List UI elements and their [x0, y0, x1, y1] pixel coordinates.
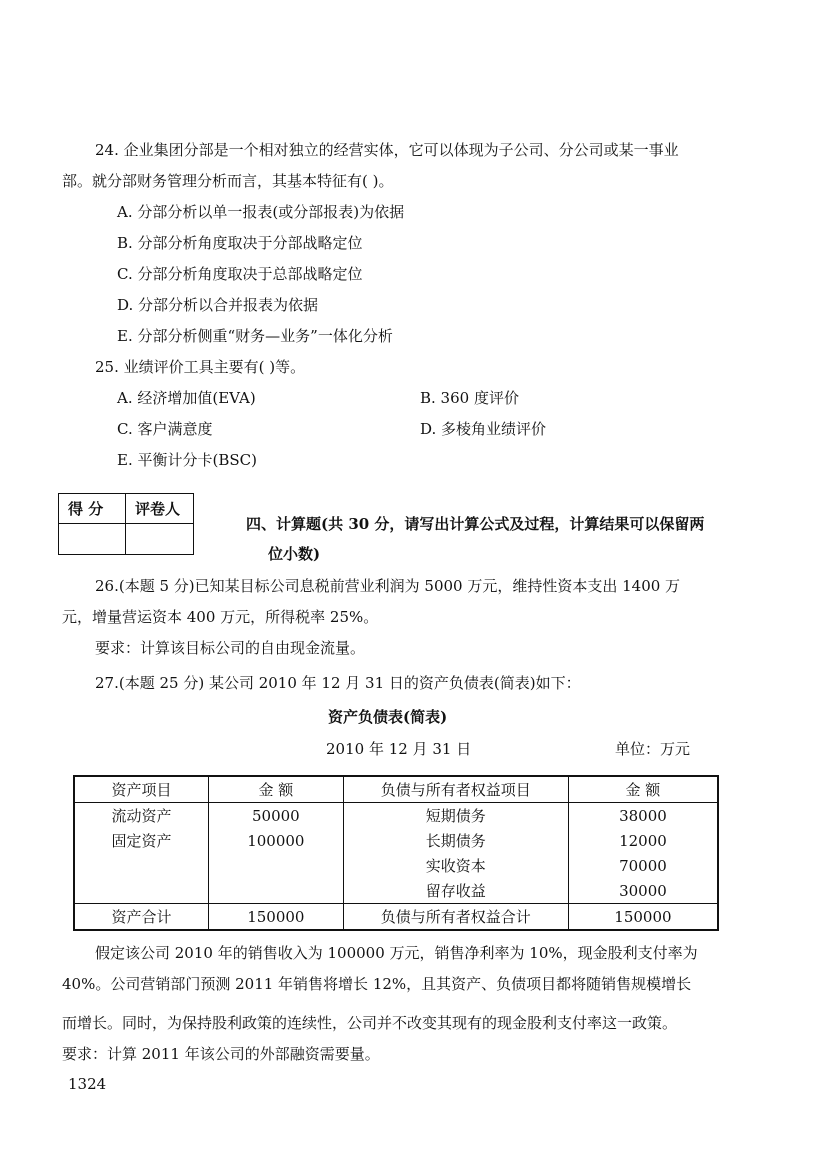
table-cell: 长期债务 [343, 828, 568, 853]
q26-line1: 26.(本题 5 分)已知某目标公司息税前营业利润为 5000 万元，维持性资本支出 1400 万 [95, 577, 681, 595]
score-box-divider [59, 523, 193, 524]
table-cell: 70000 [568, 853, 718, 878]
q25-option-c: C. 客户满意度 [117, 420, 213, 438]
table-row [74, 828, 718, 853]
column-header: 资产项目 [74, 776, 209, 803]
table-cell: 资产合计 [74, 904, 209, 931]
q25-option-e: E. 平衡计分卡(BSC) [117, 451, 257, 469]
score-box [58, 493, 194, 555]
table-cell: 负债与所有者权益合计 [343, 904, 568, 931]
grader-label: 评卷人 [135, 500, 181, 518]
table-header-row [74, 776, 718, 803]
q27-requirement: 要求：计算 2011 年该公司的外部融资需要量。 [62, 1045, 380, 1063]
table-cell: 12000 [568, 828, 718, 853]
table-cell: 100000 [209, 828, 344, 853]
q24-stem-line2: 部。就分部财务管理分析而言，其基本特征有( )。 [62, 172, 394, 190]
q26-requirement: 要求：计算该目标公司的自由现金流量。 [95, 639, 366, 657]
table-cell: 实收资本 [343, 853, 568, 878]
balance-sheet-title: 资产负债表(简表) [328, 708, 448, 726]
q24-option-a: A. 分部分析以单一报表(或分部报表)为依据 [117, 203, 405, 221]
table-row [74, 803, 718, 829]
column-header: 负债与所有者权益项目 [343, 776, 568, 803]
section4-heading-line2: 位小数) [268, 545, 321, 563]
section4-heading-line1: 四、计算题(共 30 分，请写出计算公式及过程，计算结果可以保留两 [246, 515, 705, 533]
table-row [74, 853, 718, 878]
column-header: 金 额 [209, 776, 344, 803]
table-total-row [74, 904, 718, 931]
q24-option-c: C. 分部分析角度取决于总部战略定位 [117, 265, 363, 283]
table-cell: 固定资产 [74, 828, 209, 853]
q25-option-b: B. 360 度评价 [420, 389, 519, 407]
q24-option-e: E. 分部分析侧重“财务—业务”一体化分析 [117, 327, 393, 345]
score-label: 得 分 [68, 500, 104, 518]
q24-option-d: D. 分部分析以合并报表为依据 [117, 296, 319, 314]
table-cell: 30000 [568, 878, 718, 904]
table-cell [74, 853, 209, 878]
q25-option-a: A. 经济增加值(EVA) [117, 389, 256, 407]
q26-line2: 元，增量营运资本 400 万元，所得税率 25%。 [62, 608, 379, 626]
score-box-divider [125, 494, 126, 554]
table-cell: 150000 [209, 904, 344, 931]
table-cell [209, 853, 344, 878]
balance-sheet-date: 2010 年 12 月 31 日 [326, 740, 472, 758]
table-cell: 38000 [568, 803, 718, 829]
table-cell: 50000 [209, 803, 344, 829]
q27-intro: 27.(本题 25 分) 某公司 2010 年 12 月 31 日的资产负债表(简表)如下： [95, 674, 581, 692]
table-cell: 流动资产 [74, 803, 209, 829]
balance-sheet-table [73, 775, 719, 931]
q27-paragraph-line3: 而增长。同时，为保持股利政策的连续性，公司并不改变其现有的现金股利支付率这一政策。 [62, 1014, 678, 1032]
q27-paragraph-line1: 假定该公司 2010 年的销售收入为 100000 万元，销售净利率为 10%，现金股利支付率为 [95, 944, 698, 962]
table-cell: 短期债务 [343, 803, 568, 829]
q25-option-d: D. 多棱角业绩评价 [420, 420, 547, 438]
q27-paragraph-line2: 40%。公司营销部门预测 2011 年销售将增长 12%，且其资产、负债项目都将随销售规模增长 [62, 975, 692, 993]
table-cell [209, 878, 344, 904]
q24-option-b: B. 分部分析角度取决于分部战略定位 [117, 234, 363, 252]
table-cell [74, 878, 209, 904]
page-number: 1324 [68, 1075, 107, 1093]
table-cell: 留存收益 [343, 878, 568, 904]
q25-stem: 25. 业绩评价工具主要有( )等。 [95, 358, 306, 376]
table-row [74, 878, 718, 904]
balance-sheet-unit: 单位：万元 [615, 740, 691, 758]
q24-stem-line1: 24. 企业集团分部是一个相对独立的经营实体，它可以体现为子公司、分公司或某一事业 [95, 141, 679, 159]
column-header: 金 额 [568, 776, 718, 803]
table-cell: 150000 [568, 904, 718, 931]
